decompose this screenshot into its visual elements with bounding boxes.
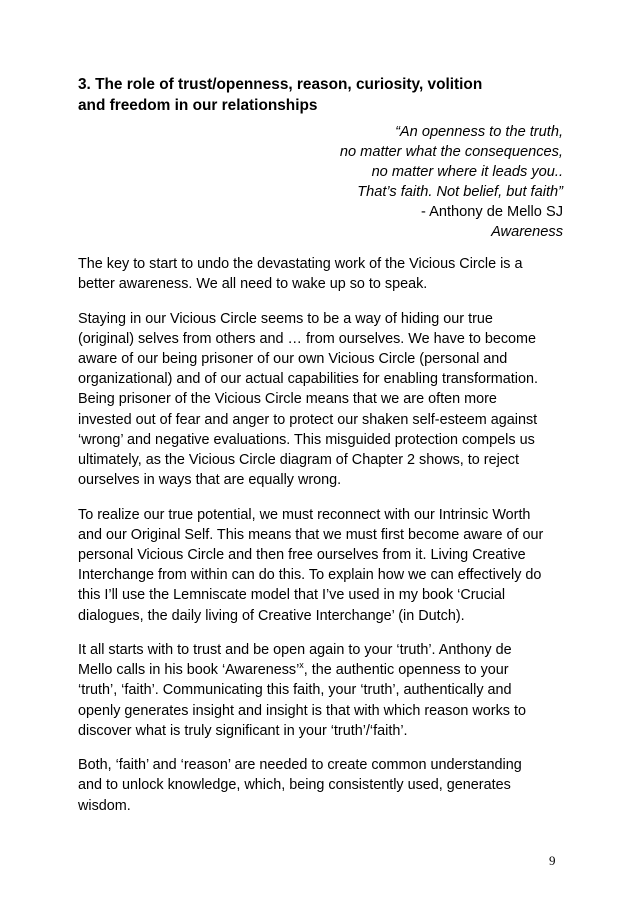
text-line: (original) selves from others and … from ourselves. We have to become xyxy=(78,330,537,347)
paragraph-4 xyxy=(78,640,568,741)
text-line: openly generates insight and insight is that with which reason works to xyxy=(78,702,526,719)
text-line: Staying in our Vicious Circle seems to be a way of hiding our true xyxy=(78,310,493,327)
text-line: personal Vicious Circle and then free ourselves from it. Living Creative xyxy=(78,547,526,564)
text-line: Both, ‘faith’ and ‘reason’ are needed to create common understanding xyxy=(78,757,522,774)
section-heading xyxy=(78,74,568,116)
text-line: It all starts with to trust and be open again to your ‘truth’. Anthony de xyxy=(78,642,512,659)
text-line: this I’ll use the Lemniscate model that I’ve used in my book ‘Crucial xyxy=(78,587,506,604)
text-line: and to unlock knowledge, which, being consistently used, generates xyxy=(78,777,511,794)
paragraph-5 xyxy=(78,755,568,816)
text-fragment: , the authentic openness to your xyxy=(303,662,509,679)
text-fragment: Mello calls in his book ‘Awareness’ xyxy=(78,662,300,679)
text-line: and our Original Self. This means that we must first become aware of our xyxy=(78,526,544,543)
quote-line: That’s faith. Not belief, but faith” xyxy=(357,184,563,200)
quote-line: no matter where it leads you.. xyxy=(371,164,563,180)
text-line: aware of our being prisoner of our own Vicious Circle (personal and xyxy=(78,351,508,367)
quote-line: no matter what the consequences, xyxy=(339,144,563,160)
text-line: ‘wrong’ and negative evaluations. This misguided protection compels us xyxy=(78,431,535,448)
text-line: ourselves in ways that are equally wrong. xyxy=(78,472,342,489)
text-line: The key to start to undo the devastating work of the Vicious Circle is a xyxy=(78,256,523,272)
heading-line: and freedom in our relationships xyxy=(78,97,318,114)
text-line: discover what is truly significant in your ‘truth’/‘faith’. xyxy=(78,722,408,739)
epigraph-quote xyxy=(78,122,568,242)
quote-author: - Anthony de Mello SJ xyxy=(421,204,563,220)
text-line: ‘truth’, ‘faith’. Communicating this faith, your ‘truth’, authentically and xyxy=(78,682,512,699)
text-line: ultimately, as the Vicious Circle diagram of Chapter 2 shows, to reject xyxy=(78,452,519,469)
text-line xyxy=(78,660,568,680)
text-line: wisdom. xyxy=(78,797,131,814)
paragraph-2 xyxy=(78,309,568,491)
quote-line: “An openness to the truth, xyxy=(395,124,563,140)
text-line: better awareness. We all need to wake up so to speak. xyxy=(78,276,428,293)
paragraph-3 xyxy=(78,505,568,626)
text-line: To realize our true potential, we must reconnect with our Intrinsic Worth xyxy=(78,506,531,523)
paragraph-1 xyxy=(78,254,568,294)
text-line: Being prisoner of the Vicious Circle means that we are often more xyxy=(78,391,497,408)
text-line: organizational) and of our actual capabilities for enabling transformation. xyxy=(78,371,538,388)
text-line: invested out of fear and anger to protect our shaken self-esteem against xyxy=(78,411,538,428)
heading-line: 3. The role of trust/openness, reason, curiosity, volition xyxy=(78,76,483,93)
document-page xyxy=(78,74,568,830)
page-number: 9 xyxy=(549,853,556,868)
footnote-marker[interactable]: x xyxy=(299,660,304,671)
quote-book-title: Awareness xyxy=(491,224,563,240)
text-line: Interchange from within can do this. To explain how we can effectively do xyxy=(78,567,542,584)
text-line: dialogues, the daily living of Creative Interchange’ (in Dutch). xyxy=(78,607,465,624)
